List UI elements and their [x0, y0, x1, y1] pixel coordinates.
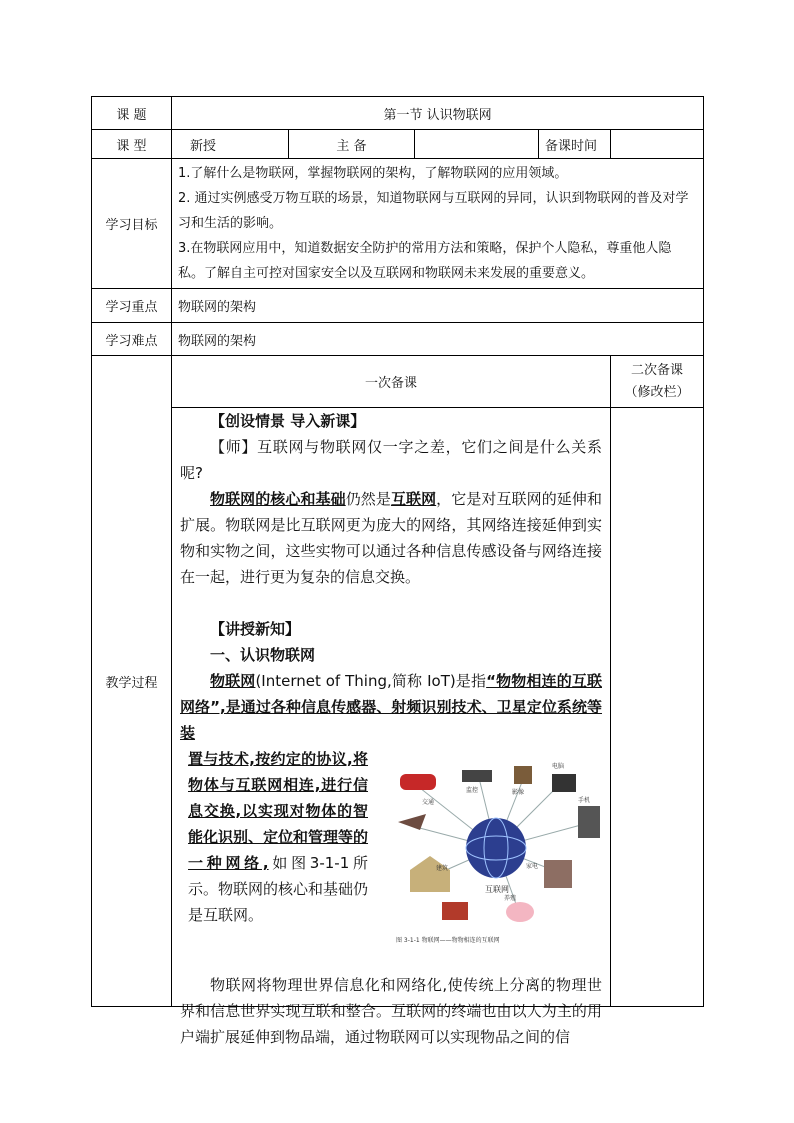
camera-icon [462, 770, 492, 782]
node-farming-label: 养殖 [504, 895, 517, 902]
def-tail: 如图3-1-1所示。物联网的核心和基础仍是互联网。 [188, 854, 369, 924]
section-new-heading: 【讲授新知】 [210, 620, 301, 638]
goal-item: 2. 通过实例感受万物互联的场景，知道物联网与互联网的异同，认识到物联网的普及对学习和生活的影响。 [178, 191, 689, 231]
internet-phrase: 互联网 [390, 490, 437, 508]
iot-figure [392, 752, 614, 948]
difficulty-value: 物联网的架构 [172, 323, 704, 356]
phone-icon [578, 806, 600, 838]
second-prep-title: 二次备课 [631, 362, 684, 378]
row-process-header [92, 356, 704, 408]
def-english: (Internet of Thing,简称 IoT)是指 [255, 672, 487, 690]
first-prep-header: 一次备课 [172, 356, 611, 408]
figure-center-label: 互联网 [485, 885, 509, 894]
camera-body-icon [514, 766, 532, 784]
first-prep-content [172, 408, 611, 1046]
node-appliance-label: 家电 [526, 863, 539, 870]
row-topic [92, 97, 704, 130]
second-prep-subtitle: （修改栏） [624, 384, 690, 400]
row-goals [92, 159, 704, 289]
core-connector: 仍然是 [345, 490, 391, 508]
pig-icon [506, 902, 534, 922]
key-point-value: 物联网的架构 [172, 289, 704, 323]
goals-label: 学习目标 [92, 159, 172, 289]
def-bold-lead: “物物相连的互联网络”,是通过各种信息传感器、射频识别技术、卫星定位系统等装 [180, 672, 602, 742]
lead-label: 主 备 [289, 130, 415, 159]
section-intro-heading: 【创设情景 导入新课】 [210, 412, 366, 430]
goal-item: 1.了解什么是物联网，掌握物联网的架构，了解物联网的应用领域。 [178, 166, 568, 181]
lead-value [415, 130, 539, 159]
key-point-label: 学习重点 [92, 289, 172, 323]
node-phone-label: 手机 [578, 797, 591, 804]
type-value: 新授 [172, 130, 289, 159]
row-difficulty [92, 323, 704, 356]
definition-wrap-text: 置与技术,按约定的协议,将物体与互联网相连,进行信息交换,以实现对物体的智能化识别、定位和管理等的一种网络,如图3-1-1所示。物联网的核心和基础仍是互联网。 [188, 750, 369, 924]
node-traffic-label: 交通 [422, 799, 435, 806]
goal-item: 3.在物联网应用中，知道数据安全防护的常用方法和策略，保护个人隐私，尊重他人隐私。了解自主可控对国家安全以及互联网和物联网未来发展的重要意义。 [178, 241, 672, 281]
paragraph-core [180, 486, 602, 590]
row-key-point [92, 289, 704, 323]
topic-value: 第一节 认识物联网 [172, 97, 704, 130]
lesson-plan-table [91, 96, 704, 1046]
subsection-heading: 一、认识物联网 [210, 646, 316, 664]
def-term: 物联网 [210, 672, 256, 690]
figure-caption: 图 3-1-1 物联网——物物相连的互联网 [396, 937, 500, 944]
paragraph-integration: 物联网将物理世界信息化和网络化,使传统上分离的物理世界和信息世界实现互联和整合。互联网的终端也由以人为主的用户端扩展延伸到物品端，通过物联网可以实现物品之间的信 [180, 976, 602, 1046]
node-image-label: 影像 [512, 789, 525, 796]
core-phrase: 物联网的核心和基础 [210, 490, 346, 508]
node-building-label: 建筑 [436, 865, 449, 872]
row-process-body [92, 408, 704, 1007]
difficulty-label: 学习难点 [92, 323, 172, 356]
node-computer-label: 电脑 [552, 763, 565, 770]
globe-icon [466, 818, 526, 878]
revision-column [611, 408, 704, 1007]
prep-time-value [611, 130, 704, 159]
type-label: 课 型 [92, 130, 172, 159]
computer-icon [552, 774, 576, 792]
house-icon [410, 856, 450, 892]
appliance-icon [544, 860, 572, 888]
plane-icon [398, 814, 426, 830]
building-icon [442, 902, 468, 920]
prep-time-label: 备课时间 [539, 130, 611, 159]
teacher-question: 【师】互联网与物联网仅一字之差，它们之间是什么关系呢? [180, 438, 602, 482]
second-prep-header [611, 356, 704, 408]
definition-head [180, 668, 602, 746]
figure-wrap [180, 746, 602, 946]
node-monitor-label: 监控 [466, 787, 479, 794]
process-label: 教学过程 [92, 356, 172, 1007]
topic-label: 课 题 [92, 97, 172, 130]
core-rest: ，它是对互联网的延伸和扩展。物联网是比互联网更为庞大的网络，其网络连接延伸到实物和实物之间，这些实物可以通过各种信息传感设备与网络连接在一起，进行更为复杂的信息交换。 [180, 490, 602, 586]
goals-list [172, 159, 704, 289]
car-icon [400, 774, 436, 790]
row-type [92, 130, 704, 159]
